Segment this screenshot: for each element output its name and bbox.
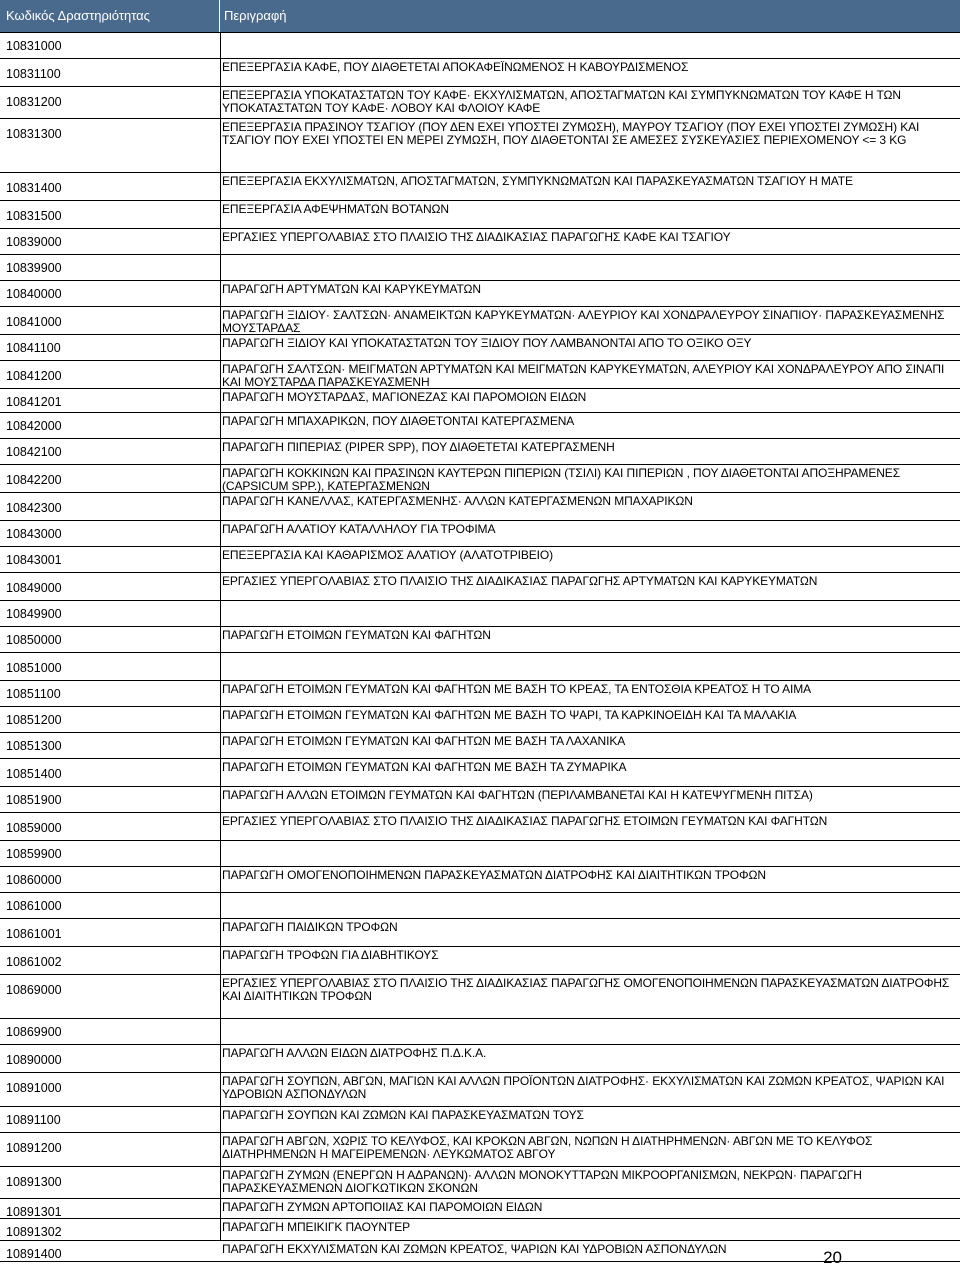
table-row — [0, 1044, 960, 1072]
table-row — [0, 892, 960, 918]
activity-code: 10851200 — [6, 713, 62, 727]
activity-description: ΠΑΡΑΓΩΓΗ ΜΠΕΙΚΙΓΚ ΠΑΟΥΝΤΕΡ — [222, 1221, 411, 1234]
table-row — [0, 1166, 960, 1198]
table-row — [0, 58, 960, 86]
activity-code: 10859900 — [6, 847, 62, 861]
activity-code: 10840000 — [6, 287, 62, 301]
page-number: 20 — [823, 1248, 842, 1267]
table-row — [0, 1018, 960, 1044]
activity-description: ΠΑΡΑΓΩΓΗ ΣΑΛΤΣΩΝ· ΜΕΙΓΜΑΤΩΝ ΑΡΤΥΜΑΤΩΝ ΚΑΙ ΜΕΙΓΜΑΤΩΝ ΚΑΡΥΚΕΥΜΑΤΩΝ, ΑΛΕΥΡΙΟΥ ΚΑΙ ΧΟΝΔΡΑΛΕΥΡΟΥ ΑΠΟ ΣΙΝΑΠΙ ΚΑΙ ΜΟΥΣΤΑΡΔΑ ΠΑΡΑΣΚΕΥΑΣΜΕΝΗ — [222, 363, 945, 388]
activity-code: 10891302 — [6, 1225, 62, 1239]
activity-code: 10841000 — [6, 315, 62, 329]
activity-code: 10831100 — [6, 67, 61, 81]
activity-description: ΠΑΡΑΓΩΓΗ ΖΥΜΩΝ (ΕΝΕΡΓΩΝ Η ΑΔΡΑΝΩΝ)· ΑΛΛΩΝ ΜΟΝΟΚΥΤΤΑΡΩΝ ΜΙΚΡΟΟΡΓΑΝΙΣΜΩΝ, ΝΕΚΡΩΝ· ΠΑΡΑΓΩΓΗ ΠΑΡΑΣΚΕΥΑΣΜΕΝΩΝ ΔΙΟΓΚΩΤΙΚΩΝ ΣΚΟΝΩΝ — [222, 1169, 862, 1194]
activity-code: 10859000 — [6, 821, 62, 835]
activity-description: ΠΑΡΑΓΩΓΗ ΞΙΔΙΟΥ· ΣΑΛΤΣΩΝ· ΑΝΑΜΕΙΚΤΩΝ ΚΑΡΥΚΕΥΜΑΤΩΝ· ΑΛΕΥΡΙΟΥ ΚΑΙ ΧΟΝΔΡΑΛΕΥΡΟΥ ΣΙΝΑΠΙΟΥ· ΠΑΡΑΣΚΕΥΑΣΜΕΝΗΣ ΜΟΥΣΤΑΡΔΑΣ — [222, 309, 945, 334]
table-row — [0, 464, 960, 492]
table-row — [0, 172, 960, 200]
activity-code: 10839000 — [6, 235, 62, 249]
table-row — [0, 626, 960, 652]
table-header — [0, 0, 960, 32]
activity-description: ΠΑΡΑΓΩΓΗ ΕΤΟΙΜΩΝ ΓΕΥΜΑΤΩΝ ΚΑΙ ΦΑΓΗΤΩΝ ΜΕ ΒΑΣΗ ΤΟ ΚΡΕΑΣ, ΤΑ ΕΝΤΟΣΘΙΑ ΚΡΕΑΤΟΣ Η ΤΟ ΑΙΜΑ — [222, 683, 812, 696]
activity-code: 10891400 — [6, 1247, 62, 1261]
table-row — [0, 1132, 960, 1166]
table-row — [0, 520, 960, 546]
table-row — [0, 412, 960, 438]
activity-code: 10841201 — [6, 395, 62, 409]
table-row — [0, 974, 960, 1018]
activity-code: 10851400 — [6, 767, 62, 781]
table-row — [0, 758, 960, 786]
activity-code: 10851000 — [6, 661, 62, 675]
activity-code: 10869000 — [6, 983, 62, 997]
table-row — [0, 866, 960, 892]
activity-description: ΠΑΡΑΓΩΓΗ ΚΑΝΕΛΛΑΣ, ΚΑΤΕΡΓΑΣΜΕΝΗΣ· ΑΛΛΩΝ ΚΑΤΕΡΓΑΣΜΕΝΩΝ ΜΠΑΧΑΡΙΚΩΝ — [222, 495, 693, 508]
activity-code: 10860000 — [6, 873, 62, 887]
activity-description: ΠΑΡΑΓΩΓΗ ΖΥΜΩΝ ΑΡΤΟΠΟΙΙΑΣ ΚΑΙ ΠΑΡΟΜΟΙΩΝ ΕΙΔΩΝ — [222, 1201, 543, 1214]
activity-code: 10849900 — [6, 607, 62, 621]
table-row — [0, 918, 960, 946]
table-row — [0, 732, 960, 758]
activity-description: ΠΑΡΑΓΩΓΗ ΜΠΑΧΑΡΙΚΩΝ, ΠΟΥ ΔΙΑΘΕΤΟΝΤΑΙ ΚΑΤΕΡΓΑΣΜΕΝΑ — [222, 415, 575, 428]
activity-code: 10861001 — [6, 927, 62, 941]
table-row — [0, 1198, 960, 1218]
activity-code: 10851300 — [6, 739, 62, 753]
activity-code: 10861000 — [6, 899, 62, 913]
activity-code: 10842300 — [6, 501, 62, 515]
activity-code: 10891300 — [6, 1175, 62, 1189]
activity-description: ΠΑΡΑΓΩΓΗ ΕΤΟΙΜΩΝ ΓΕΥΜΑΤΩΝ ΚΑΙ ΦΑΓΗΤΩΝ ΜΕ ΒΑΣΗ ΤΟ ΨΑΡΙ, ΤΑ ΚΑΡΚΙΝΟΕΙΔΗ ΚΑΙ ΤΑ ΜΑΛΑΚΙΑ — [222, 709, 797, 722]
table-row — [0, 254, 960, 280]
activity-code: 10831500 — [6, 209, 62, 223]
activity-code: 10842200 — [6, 473, 62, 487]
activity-description: ΕΠΕΞΕΡΓΑΣΙΑ ΠΡΑΣΙΝΟΥ ΤΣΑΓΙΟΥ (ΠΟΥ ΔΕΝ ΕΧΕΙ ΥΠΟΣΤΕΙ ΖΥΜΩΣΗ), ΜΑΥΡΟΥ ΤΣΑΓΙΟΥ (ΠΟΥ ΕΧΕΙ ΥΠΟΣΤΕΙ ΖΥΜΩΣΗ) ΚΑΙ ΤΣΑΓΙΟΥ ΠΟΥ ΕΧΕΙ ΥΠΟΣΤΕΙ ΕΝ ΜΕΡΕΙ ΖΥΜΩΣΗ, ΠΟΥ ΔΙΑΘΕΤΟΝΤΑΙ ΣΕ ΑΜΕΣΕΣ ΣΥΣΚΕΥΑΣΙΕΣ ΠΕΡΙΕΧΟΜΕΝΟΥ <= 3 KG — [222, 121, 920, 146]
activity-description: ΠΑΡΑΓΩΓΗ ΞΙΔΙΟΥ ΚΑΙ ΥΠΟΚΑΤΑΣΤΑΤΩΝ ΤΟΥ ΞΙΔΙΟΥ ΠΟΥ ΛΑΜΒΑΝΟΝΤΑΙ ΑΠΟ ΤΟ ΟΞΙΚΟ ΟΞΥ — [222, 337, 752, 350]
activity-description: ΠΑΡΑΓΩΓΗ ΠΑΙΔΙΚΩΝ ΤΡΟΦΩΝ — [222, 921, 398, 934]
activity-code: 10891301 — [6, 1205, 62, 1219]
table-row — [0, 118, 960, 172]
table-row — [0, 228, 960, 254]
table-row — [0, 1106, 960, 1132]
activity-description: ΕΡΓΑΣΙΕΣ ΥΠΕΡΓΟΛΑΒΙΑΣ ΣΤΟ ΠΛΑΙΣΙΟ ΤΗΣ ΔΙΑΔΙΚΑΣΙΑΣ ΠΑΡΑΓΩΓΗΣ ΑΡΤΥΜΑΤΩΝ ΚΑΙ ΚΑΡΥΚΕΥΜΑΤΩΝ — [222, 575, 818, 588]
table-row — [0, 812, 960, 840]
table-row — [0, 1218, 960, 1240]
activity-code: 10851900 — [6, 793, 62, 807]
table-row — [0, 600, 960, 626]
activity-code: 10831000 — [6, 39, 62, 53]
activity-code: 10861002 — [6, 955, 62, 969]
table-row — [0, 706, 960, 732]
activity-description: ΕΡΓΑΣΙΕΣ ΥΠΕΡΓΟΛΑΒΙΑΣ ΣΤΟ ΠΛΑΙΣΙΟ ΤΗΣ ΔΙΑΔΙΚΑΣΙΑΣ ΠΑΡΑΓΩΓΗΣ ΟΜΟΓΕΝΟΠΟΙΗΜΕΝΩΝ ΠΑΡΑΣΚΕΥΑΣΜΑΤΩΝ ΔΙΑΤΡΟΦΗΣ ΚΑΙ ΔΙΑΙΤΗΤΙΚΩΝ ΤΡΟΦΩΝ — [222, 977, 950, 1002]
activity-code: 10891200 — [6, 1141, 62, 1155]
activity-description: ΠΑΡΑΓΩΓΗ ΟΜΟΓΕΝΟΠΟΙΗΜΕΝΩΝ ΠΑΡΑΣΚΕΥΑΣΜΑΤΩΝ ΔΙΑΤΡΟΦΗΣ ΚΑΙ ΔΙΑΙΤΗΤΙΚΩΝ ΤΡΟΦΩΝ — [222, 869, 766, 882]
table-row — [0, 438, 960, 464]
table-row — [0, 280, 960, 306]
activity-description: ΠΑΡΑΓΩΓΗ ΕΤΟΙΜΩΝ ΓΕΥΜΑΤΩΝ ΚΑΙ ΦΑΓΗΤΩΝ — [222, 629, 491, 642]
activity-description: ΠΑΡΑΓΩΓΗ ΠΙΠΕΡΙΑΣ (PIPER SPP), ΠΟΥ ΔΙΑΘΕΤΕΤΑΙ ΚΑΤΕΡΓΑΣΜΕΝΗ — [222, 441, 615, 454]
activity-code: 10842000 — [6, 419, 62, 433]
activity-code: 10869900 — [6, 1025, 62, 1039]
activity-code: 10842100 — [6, 445, 62, 459]
activity-description: ΕΡΓΑΣΙΕΣ ΥΠΕΡΓΟΛΑΒΙΑΣ ΣΤΟ ΠΛΑΙΣΙΟ ΤΗΣ ΔΙΑΔΙΚΑΣΙΑΣ ΠΑΡΑΓΩΓΗΣ ΚΑΦΕ ΚΑΙ ΤΣΑΓΙΟΥ — [222, 231, 731, 244]
activity-description: ΠΑΡΑΓΩΓΗ ΤΡΟΦΩΝ ΓΙΑ ΔΙΑΒΗΤΙΚΟΥΣ — [222, 949, 439, 962]
activity-description: ΠΑΡΑΓΩΓΗ ΑΡΤΥΜΑΤΩΝ ΚΑΙ ΚΑΡΥΚΕΥΜΑΤΩΝ — [222, 283, 481, 296]
table-row — [0, 388, 960, 412]
table-row — [0, 946, 960, 974]
table-row — [0, 680, 960, 706]
activity-code: 10843000 — [6, 527, 62, 541]
activity-code: 10843001 — [6, 553, 62, 567]
activity-code: 10841100 — [6, 341, 61, 355]
activity-description: ΠΑΡΑΓΩΓΗ ΚΟΚΚΙΝΩΝ ΚΑΙ ΠΡΑΣΙΝΩΝ ΚΑΥΤΕΡΩΝ ΠΙΠΕΡΙΩΝ (ΤΣΙΛΙ) ΚΑΙ ΠΙΠΕΡΙΩΝ , ΠΟΥ ΔΙΑΘΕΤΟΝΤΑΙ ΑΠΟΞΗΡΑΜΕΝΕΣ (CAPSICUM SPP.), ΚΑΤΕΡΓΑΣΜΕΝΩΝ — [222, 467, 901, 492]
activity-code: 10891000 — [6, 1081, 62, 1095]
table-row — [0, 1072, 960, 1106]
activity-description: ΕΠΕΞΕΡΓΑΣΙΑ ΚΑΙ ΚΑΘΑΡΙΣΜΟΣ ΑΛΑΤΙΟΥ (ΑΛΑΤΟΤΡΙΒΕΙΟ) — [222, 549, 554, 562]
column-header-code: Κωδικός Δραστηριότητας — [0, 0, 220, 32]
activity-description: ΠΑΡΑΓΩΓΗ ΑΛΑΤΙΟΥ ΚΑΤΑΛΛΗΛΟΥ ΓΙΑ ΤΡΟΦΙΜΑ — [222, 523, 496, 536]
activity-code: 10850000 — [6, 633, 62, 647]
activity-description: ΠΑΡΑΓΩΓΗ ΑΛΛΩΝ ΕΤΟΙΜΩΝ ΓΕΥΜΑΤΩΝ ΚΑΙ ΦΑΓΗΤΩΝ (ΠΕΡΙΛΑΜΒΑΝΕΤΑΙ ΚΑΙ Η ΚΑΤΕΨΥΓΜΕΝΗ ΠΙΤΣΑ) — [222, 789, 813, 802]
activity-description: ΕΠΕΞΕΡΓΑΣΙΑ ΕΚΧΥΛΙΣΜΑΤΩΝ, ΑΠΟΣΤΑΓΜΑΤΩΝ, ΣΥΜΠΥΚΝΩΜΑΤΩΝ ΚΑΙ ΠΑΡΑΣΚΕΥΑΣΜΑΤΩΝ ΤΣΑΓΙΟΥ Η ΜΑΤΕ — [222, 175, 853, 188]
table-row — [0, 360, 960, 388]
activity-description: ΕΠΕΞΕΡΓΑΣΙΑ ΑΦΕΨΗΜΑΤΩΝ ΒΟΤΑΝΩΝ — [222, 203, 449, 216]
table-row — [0, 492, 960, 520]
activity-code: 10831300 — [6, 127, 62, 141]
table-row — [0, 652, 960, 680]
activity-description: ΕΡΓΑΣΙΕΣ ΥΠΕΡΓΟΛΑΒΙΑΣ ΣΤΟ ΠΛΑΙΣΙΟ ΤΗΣ ΔΙΑΔΙΚΑΣΙΑΣ ΠΑΡΑΓΩΓΗΣ ΕΤΟΙΜΩΝ ΓΕΥΜΑΤΩΝ ΚΑΙ ΦΑΓΗΤΩΝ — [222, 815, 828, 828]
column-header-description: Περιγραφή — [220, 0, 960, 32]
table-row — [0, 840, 960, 866]
activity-description: ΕΠΕΞΕΡΓΑΣΙΑ ΚΑΦΕ, ΠΟΥ ΔΙΑΘΕΤΕΤΑΙ ΑΠΟΚΑΦΕΪΝΩΜΕΝΟΣ Η ΚΑΒΟΥΡΔΙΣΜΕΝΟΣ — [222, 61, 689, 74]
activity-description: ΠΑΡΑΓΩΓΗ ΣΟΥΠΩΝ, ΑΒΓΩΝ, ΜΑΓΙΩΝ ΚΑΙ ΑΛΛΩΝ ΠΡΟΪΟΝΤΩΝ ΔΙΑΤΡΟΦΗΣ· ΕΚΧΥΛΙΣΜΑΤΩΝ ΚΑΙ ΖΩΜΩΝ ΚΡΕΑΤΟΣ, ΨΑΡΙΩΝ ΚΑΙ ΥΔΡΟΒΙΩΝ ΑΣΠΟΝΔΥΛΩΝ — [222, 1075, 945, 1100]
activity-description: ΠΑΡΑΓΩΓΗ ΕΤΟΙΜΩΝ ΓΕΥΜΑΤΩΝ ΚΑΙ ΦΑΓΗΤΩΝ ΜΕ ΒΑΣΗ ΤΑ ΖΥΜΑΡΙΚΑ — [222, 761, 627, 774]
table-row — [0, 786, 960, 812]
activity-description: ΠΑΡΑΓΩΓΗ ΕΤΟΙΜΩΝ ΓΕΥΜΑΤΩΝ ΚΑΙ ΦΑΓΗΤΩΝ ΜΕ ΒΑΣΗ ΤΑ ΛΑΧΑΝΙΚΑ — [222, 735, 626, 748]
table-row — [0, 306, 960, 334]
activity-code: 10851100 — [6, 687, 61, 701]
activity-code: 10891100 — [6, 1113, 61, 1127]
activity-description: ΠΑΡΑΓΩΓΗ ΜΟΥΣΤΑΡΔΑΣ, ΜΑΓΙΟΝΕΖΑΣ ΚΑΙ ΠΑΡΟΜΟΙΩΝ ΕΙΔΩΝ — [222, 391, 587, 404]
activity-description: ΠΑΡΑΓΩΓΗ ΑΛΛΩΝ ΕΙΔΩΝ ΔΙΑΤΡΟΦΗΣ Π.Δ.Κ.Α. — [222, 1047, 487, 1060]
activity-code: 10849000 — [6, 581, 62, 595]
table-row — [0, 200, 960, 228]
table-row — [0, 572, 960, 600]
activity-code: 10890000 — [6, 1053, 62, 1067]
table-row — [0, 334, 960, 360]
activity-description: ΠΑΡΑΓΩΓΗ ΣΟΥΠΩΝ ΚΑΙ ΖΩΜΩΝ ΚΑΙ ΠΑΡΑΣΚΕΥΑΣΜΑΤΩΝ ΤΟΥΣ — [222, 1109, 584, 1122]
activity-code: 10839900 — [6, 261, 62, 275]
activity-description: ΕΠΕΞΕΡΓΑΣΙΑ ΥΠΟΚΑΤΑΣΤΑΤΩΝ ΤΟΥ ΚΑΦΕ· ΕΚΧΥΛΙΣΜΑΤΩΝ, ΑΠΟΣΤΑΓΜΑΤΩΝ ΚΑΙ ΣΥΜΠΥΚΝΩΜΑΤΩΝ ΤΟΥ ΚΑΦΕ Η ΤΩΝ ΥΠΟΚΑΤΑΣΤΑΤΩΝ ΤΟΥ ΚΑΦΕ· ΛΟΒΟΥ ΚΑΙ ΦΛΟΙΟΥ ΚΑΦΕ — [222, 89, 901, 114]
table-row — [0, 32, 960, 58]
table-row — [0, 1240, 960, 1262]
table-row — [0, 546, 960, 572]
activity-description: ΠΑΡΑΓΩΓΗ ΕΚΧΥΛΙΣΜΑΤΩΝ ΚΑΙ ΖΩΜΩΝ ΚΡΕΑΤΟΣ, ΨΑΡΙΩΝ ΚΑΙ ΥΔΡΟΒΙΩΝ ΑΣΠΟΝΔΥΛΩΝ — [222, 1243, 727, 1256]
activity-code: 10841200 — [6, 369, 62, 383]
table-row — [0, 86, 960, 118]
activity-code: 10831200 — [6, 95, 62, 109]
activity-description: ΠΑΡΑΓΩΓΗ ΑΒΓΩΝ, ΧΩΡΙΣ ΤΟ ΚΕΛΥΦΟΣ, ΚΑΙ ΚΡΟΚΩΝ ΑΒΓΩΝ, ΝΩΠΩΝ Η ΔΙΑΤΗΡΗΜΕΝΩΝ· ΑΒΓΩΝ ΜΕ ΤΟ ΚΕΛΥΦΟΣ ΔΙΑΤΗΡΗΜΕΝΩΝ Η ΜΑΓΕΙΡΕΜΕΝΩΝ· ΛΕΥΚΩΜΑΤΟΣ ΑΒΓΟΥ — [222, 1135, 873, 1160]
activity-code: 10831400 — [6, 181, 62, 195]
